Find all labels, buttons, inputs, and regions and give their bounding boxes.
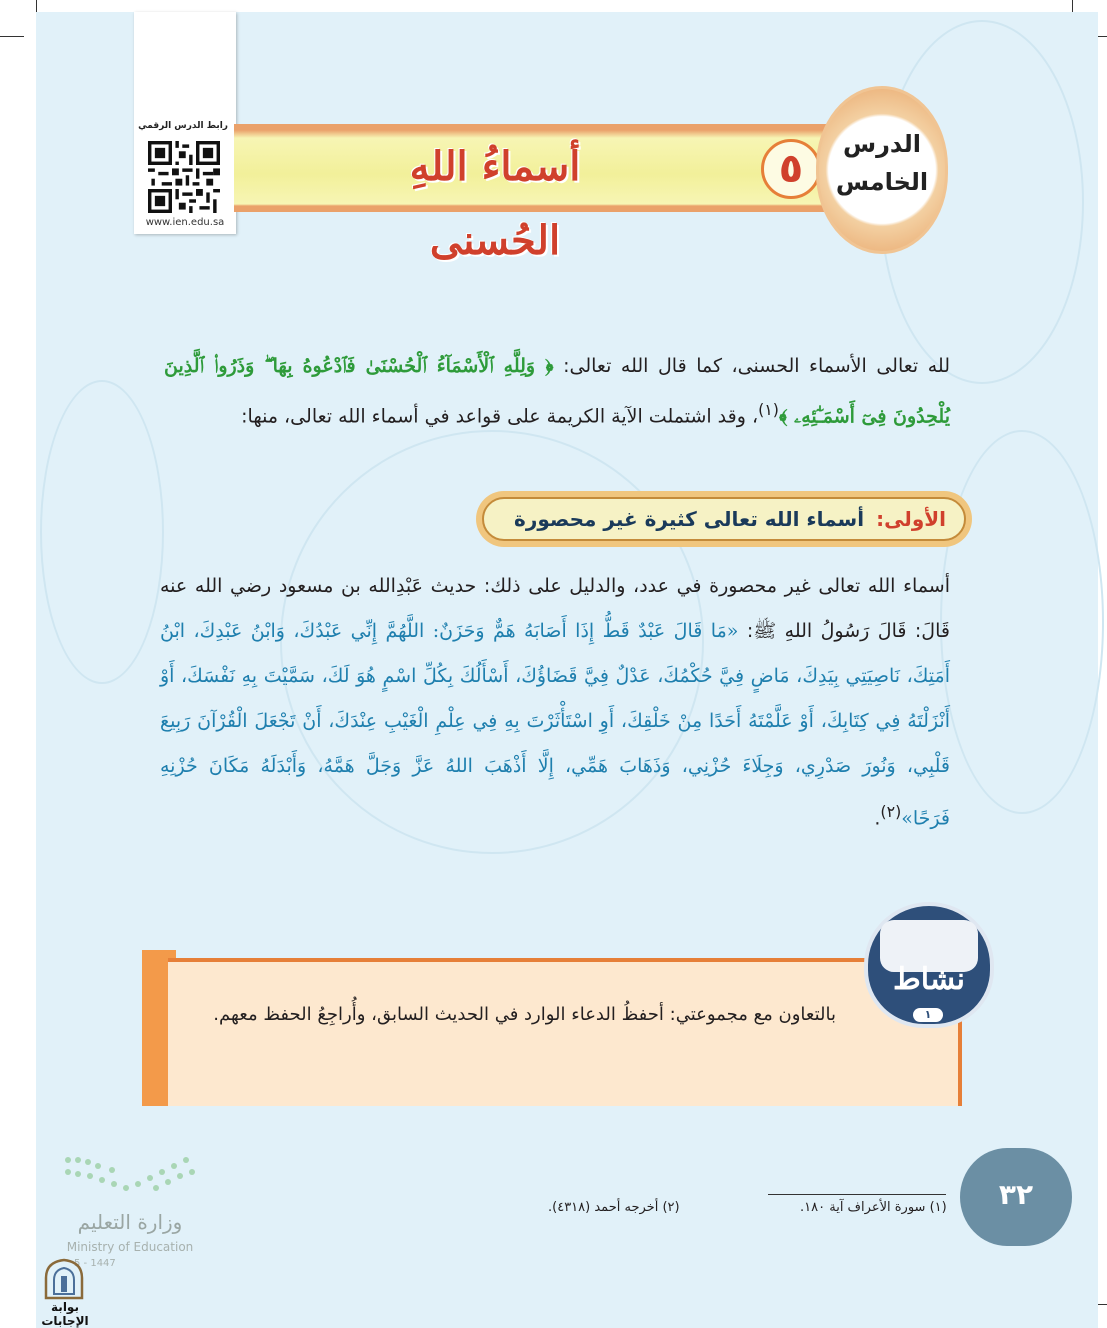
footnote-1: (١) سورة الأعراف آية ١٨٠. bbox=[800, 1200, 947, 1215]
ministry-year: 5 - 1447 bbox=[74, 1258, 116, 1269]
body-end: . bbox=[874, 807, 881, 830]
lesson-number-badge: ٥ bbox=[761, 139, 821, 199]
rule-heading bbox=[476, 491, 972, 547]
qr-code-icon[interactable] bbox=[148, 141, 220, 213]
ministry-name-arabic: وزارة التعليم bbox=[77, 1210, 183, 1234]
lesson-ordinal: الخامس bbox=[835, 168, 929, 196]
intro-text-continued: ، وقد اشتملت الآية الكريمة على قواعد في أسماء الله تعالى، منها: bbox=[241, 405, 759, 428]
rule-label: الأولى: bbox=[876, 507, 946, 531]
ministry-name-english: Ministry of Education bbox=[66, 1240, 194, 1254]
footnote-divider bbox=[768, 1194, 946, 1195]
watermark-text: بوابة الإجابات bbox=[41, 1300, 89, 1328]
watermark-icon bbox=[42, 1256, 86, 1300]
footnote-2: (٢) أخرجه أحمد (٤٣١٨). bbox=[548, 1200, 680, 1215]
intro-paragraph bbox=[164, 344, 950, 438]
crop-mark bbox=[0, 36, 24, 37]
activity-label: نشاط bbox=[893, 962, 965, 997]
footnote-ref[interactable]: (٢) bbox=[880, 802, 902, 821]
lesson-title: أسماءُ اللهِ الحُسنى bbox=[409, 143, 581, 264]
quran-verse: ﴿ وَلِلَّهِ ٱلْأَسْمَآءُ ٱلْحُسْنَىٰ فَٱدْعُوهُ بِهَا ۖ وَذَرُوا۟ ٱلَّذِينَ يُلْحِدُونَ فِىٓ أَسْمَـٰٓئِهِۦ ﴾ bbox=[164, 355, 950, 428]
ministry-logo-icon bbox=[62, 1154, 198, 1198]
lesson-label: الدرس bbox=[842, 130, 922, 158]
background-ornament bbox=[940, 430, 1104, 814]
body-text: أسماء الله تعالى غير محصورة في عدد، والدليل على ذلك: حديث عَبْدِالله بن مسعود رضي الله عنه قَالَ: قَالَ رَسُولُ اللهِ ﷺ: bbox=[160, 575, 950, 642]
rule-text: أسماء الله تعالى كثيرة غير محصورة bbox=[514, 507, 865, 531]
qr-card[interactable] bbox=[134, 12, 236, 234]
qr-url[interactable]: www.ien.edu.sa bbox=[145, 217, 225, 228]
qr-caption: رابط الدرس الرقمي bbox=[138, 121, 228, 131]
footnote-ref[interactable]: (١) bbox=[758, 400, 779, 419]
hadith-paragraph bbox=[160, 564, 950, 841]
hadith-text: «مَا قَالَ عَبْدٌ قَطُّ إِذَا أَصَابَهُ هَمٌّ وَحَزَنٌ: اللَّهُمَّ إِنِّي عَبْدُكَ، وَابْنُ عَبْدِكَ، ابْنُ أَمَتِكَ، نَاصِيَتِي بِيَدِكَ، مَاضٍ فِيَّ حُكْمُكَ، عَدْلٌ فِيَّ قَضَاؤُكَ، أَسْأَلُكَ بِكُلِّ اسْمٍ هُوَ لَكَ، سَمَّيْتَ بِهِ نَفْسَكَ، أَوْ أَنْزَلْتَهُ فِي كِتَابِكَ، أَوْ عَلَّمْتَهُ أَحَدًا مِنْ خَلْقِكَ، أَوِ اسْتَأْثَرْتَ بِهِ فِي عِلْمِ الْغَيْبِ عِنْدَكَ، أَنْ تَجْعَلَ الْقُرْآنَ رَبِيعَ قَلْبِي، وَنُورَ صَدْرِي، وَجِلَاءَ حُزْنِي، وَذَهَابَ هَمِّي، إِلَّا أَذْهَبَ اللهُ عَزَّ وَجَلَّ هَمَّهُ، وَأَبْدَلَهُ مَكَانَ حُزْنِهِ فَرَحًا» bbox=[160, 620, 950, 830]
background-ornament bbox=[40, 380, 164, 684]
rule-heading-inner bbox=[482, 497, 966, 541]
intro-text: لله تعالى الأسماء الحسنى، كما قال الله تعالى: bbox=[553, 355, 950, 377]
page-number: ٣٢ bbox=[998, 1178, 1034, 1211]
activity-text: بالتعاون مع مجموعتي: أحفظُ الدعاء الوارد في الحديث السابق، وأُراجِعُ الحفظ معهم. bbox=[213, 1004, 836, 1025]
activity-number: ١ bbox=[913, 1008, 943, 1022]
